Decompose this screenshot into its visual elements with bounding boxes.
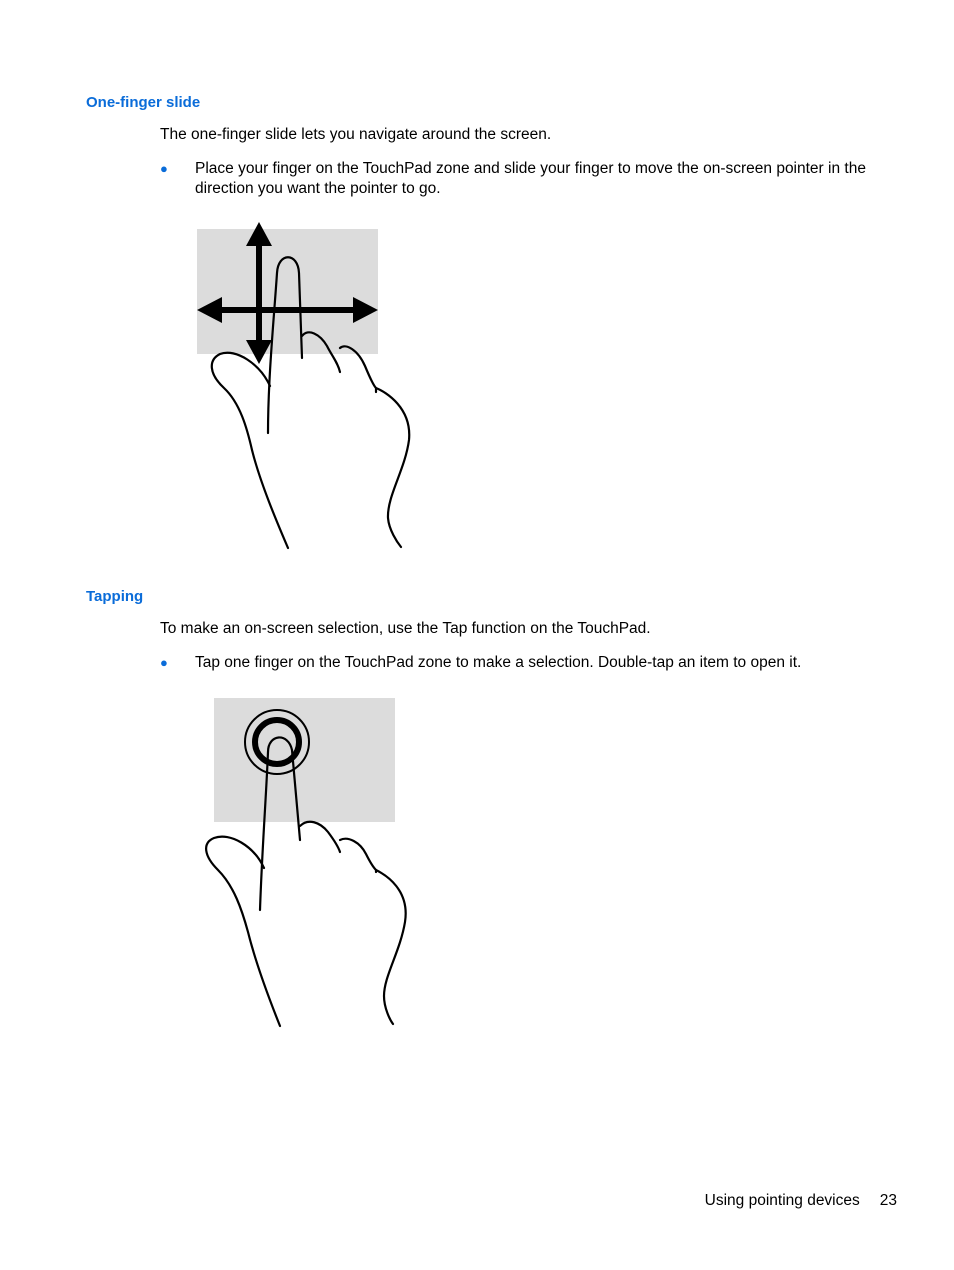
tap-gesture-icon (196, 690, 426, 1030)
bullet-item-one-finger-slide (160, 159, 880, 198)
page-number: 23 (879, 1192, 897, 1209)
section-intro-one-finger-slide: The one-finger slide lets you navigate around the screen. (160, 126, 552, 143)
footer-section-title: Using pointing devices (704, 1192, 860, 1209)
section-heading-tapping: Tapping (86, 588, 144, 605)
bullet-item-tapping (160, 653, 880, 673)
bullet-icon: ● (160, 655, 168, 670)
bullet-icon: ● (160, 161, 168, 176)
section-heading-one-finger-slide: One-finger slide (86, 94, 201, 111)
touchpad-zone (197, 229, 378, 354)
section-intro-tapping: To make an on-screen selection, use the Tap function on the TouchPad. (160, 620, 651, 637)
one-finger-slide-icon (190, 218, 420, 554)
bullet-text: Place your finger on the TouchPad zone and slide your finger to move the on-screen pointer in the direction you want the pointer to go. (195, 160, 866, 197)
page-footer (705, 1192, 897, 1210)
bullet-text: Tap one finger on the TouchPad zone to make a selection. Double-tap an item to open it. (195, 654, 802, 671)
